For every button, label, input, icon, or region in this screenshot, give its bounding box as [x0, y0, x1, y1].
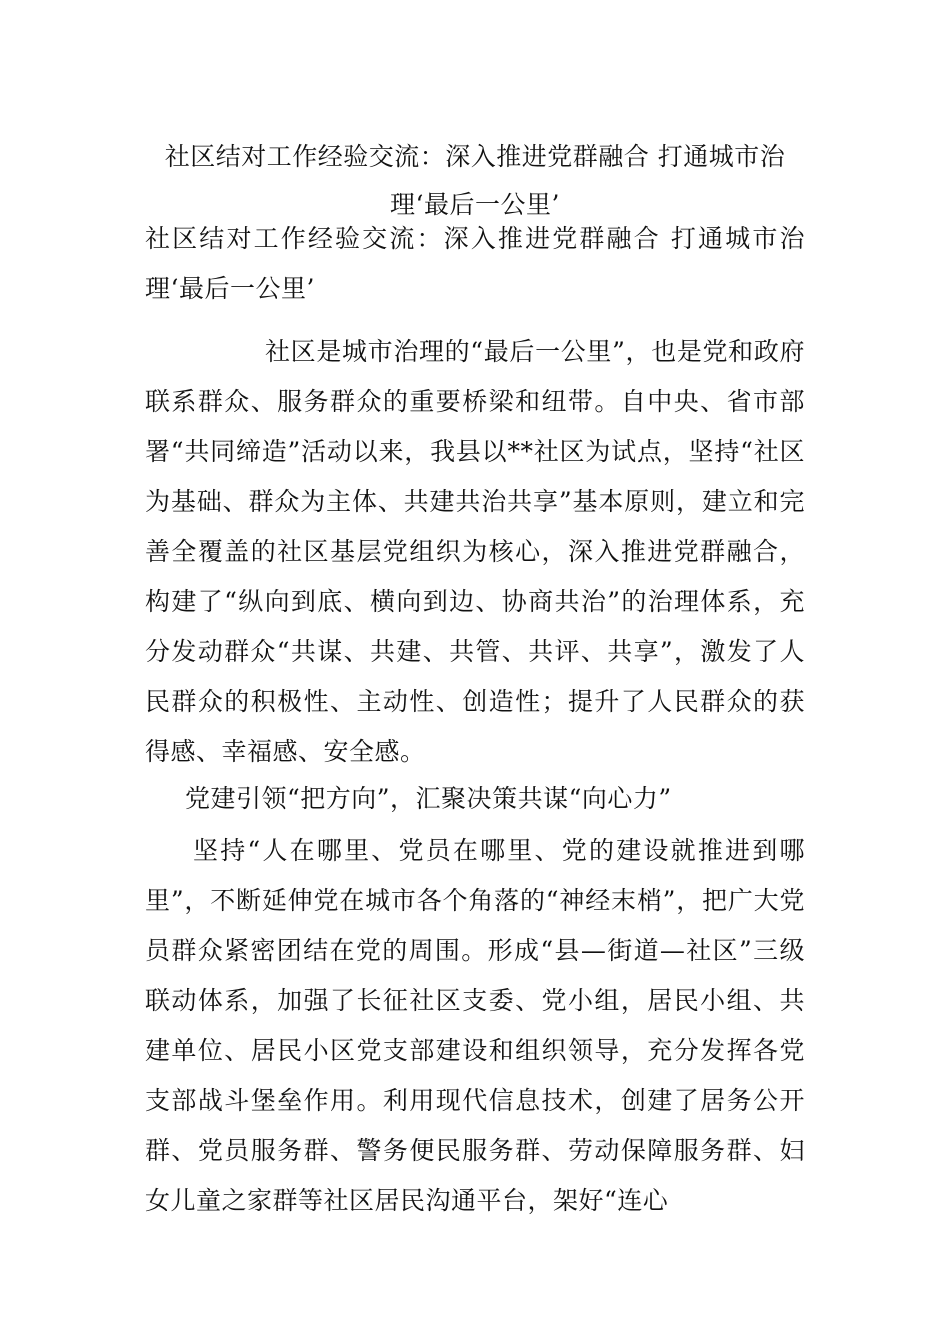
- body-paragraph: 坚持“人在哪里、党员在哪里、党的建设就推进到哪里”，不断延伸党在城市各个角落的“神经末梢”，把广大党员群众紧密团结在党的周围。形成“县—街道—社区”三级联动体系，加强了长征社区支委、党小组，居民小组、共建单位、居民小区党支部建设和组织领导，充分发挥各党支部战斗堡垒作用。利用现代信息技术，创建了居务公开群、党员服务群、警务便民服务群、劳动保障服务群、妇女儿童之家群等社区居民沟通平台，架好“连心: [145, 836, 805, 1215]
- intro-paragraph: 社区是城市治理的“最后一公里”，也是党和政府联系群众、服务群众的重要桥梁和纽带。自中央、省市部署“共同缔造”活动以来，我县以**社区为试点，坚持“社区为基础、群众为主体、共建共治共享”基本原则，建立和完善全覆盖的社区基层党组织为核心，深入推进党群融合，构建了“纵向到底、横向到边、协商共治”的治理体系，充分发动群众“共谋、共建、共管、共评、共享”，激发了人民群众的积极性、主动性、创造性；提升了人民群众的获得感、幸福感、安全感。: [145, 337, 805, 766]
- document-title: 社区结对工作经验交流：深入推进党群融合 打通城市治理‘最后一公里’: [164, 142, 786, 219]
- section-heading: 党建引领“把方向”，汇聚决策共谋“向心力”: [185, 784, 672, 813]
- document-subtitle: 社区结对工作经验交流：深入推进党群融合 打通城市治理‘最后一公里’: [145, 224, 805, 303]
